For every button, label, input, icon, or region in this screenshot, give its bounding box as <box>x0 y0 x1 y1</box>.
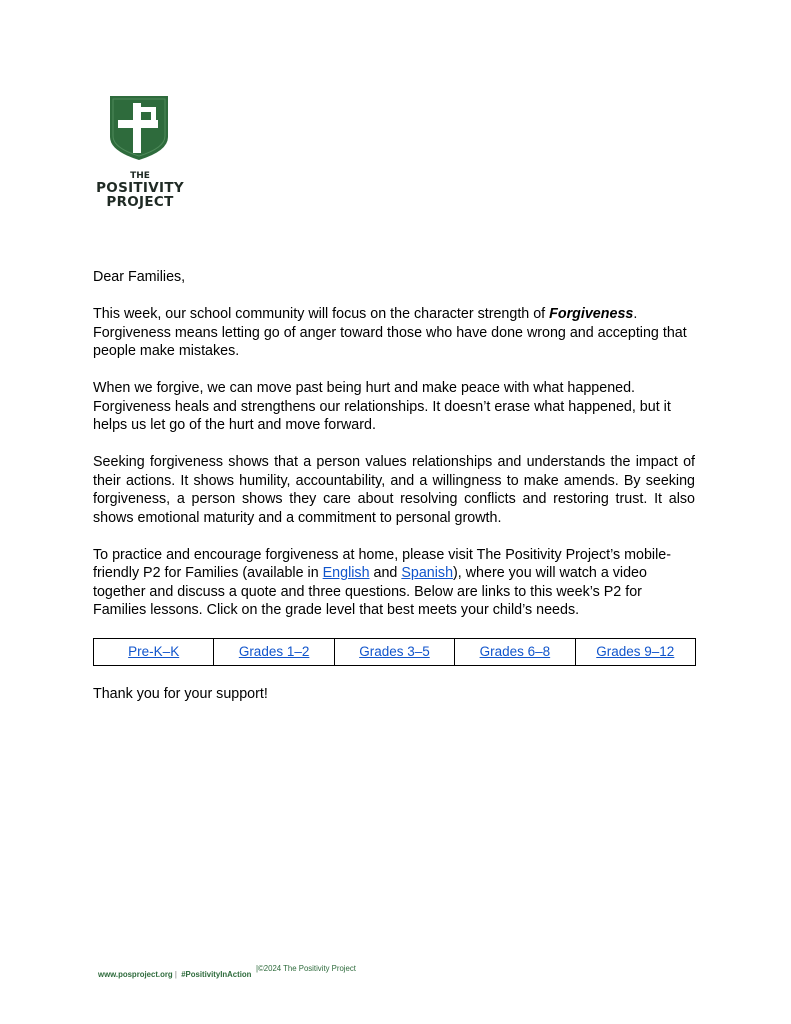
footer-links <box>98 970 251 979</box>
grade-link-prek-k[interactable]: Pre-K–K <box>128 643 180 659</box>
grade-cell <box>334 639 454 666</box>
grade-link-3-5[interactable]: Grades 3–5 <box>359 643 430 659</box>
and-text: and <box>369 565 402 581</box>
paragraph-forgive: When we forgive, we can move past being hurt and make peace with what happened. Forgiveness heals and strengthens our relationships. It doesn’t erase what happened, but it helps us let go of the hurt and move forward. <box>93 380 671 433</box>
positivity-project-logo <box>94 93 186 209</box>
grade-cell <box>94 639 214 666</box>
intro-rest: . Forgiveness means letting go of anger toward those who have done wrong and accepting that people make mistakes. <box>93 306 687 359</box>
grade-cell <box>575 639 695 666</box>
footer-website[interactable]: www.posproject.org <box>98 970 173 979</box>
paragraph-seeking: Seeking forgiveness shows that a person values relationships and understands the impact of their actions. It shows humility, accountability, and a willingness to make amends. By seeking forgiveness, a person shows they care about resolving conflicts and restoring trust. It also shows emotional maturity and a commitment to personal growth. <box>93 454 695 526</box>
footer-separator: | <box>174 970 177 979</box>
spanish-link[interactable]: Spanish <box>401 565 454 581</box>
grade-link-1-2[interactable]: Grades 1–2 <box>238 643 310 659</box>
closing: Thank you for your support! <box>93 686 268 702</box>
strength-name: Forgiveness <box>549 306 634 322</box>
footer-hashtag: #PositivityInAction <box>181 970 252 979</box>
footer-copyright: |©2024 The Positivity Project <box>256 964 356 973</box>
grade-link-9-12[interactable]: Grades 9–12 <box>596 643 675 659</box>
letter-body <box>93 268 695 722</box>
grade-links-table <box>93 638 696 666</box>
practice-rest: ), where you will watch a video together and discuss a quote and three questions. Below are links to this week’s P2 for Families lessons. Click on the grade level that best meets your child’s needs. <box>93 565 647 618</box>
logo-the: THE <box>130 171 150 181</box>
logo-project: PROJECT <box>106 194 174 210</box>
paragraph-intro <box>93 305 695 361</box>
logo-positivity: POSITIVITY <box>96 180 184 196</box>
intro-text: This week, our school community will focus on the character strength of <box>93 306 550 322</box>
greeting: Dear Families, <box>93 269 186 285</box>
paragraph-practice <box>93 546 695 620</box>
practice-text: To practice and encourage forgiveness at home, please visit The Positivity Project’s mobile-friendly P2 for Families (available in <box>93 546 671 581</box>
grade-cell <box>214 639 334 666</box>
p-plus-shield-icon <box>106 93 172 161</box>
english-link[interactable]: English <box>322 565 370 581</box>
grade-link-6-8[interactable]: Grades 6–8 <box>479 643 551 659</box>
grade-cell <box>455 639 575 666</box>
